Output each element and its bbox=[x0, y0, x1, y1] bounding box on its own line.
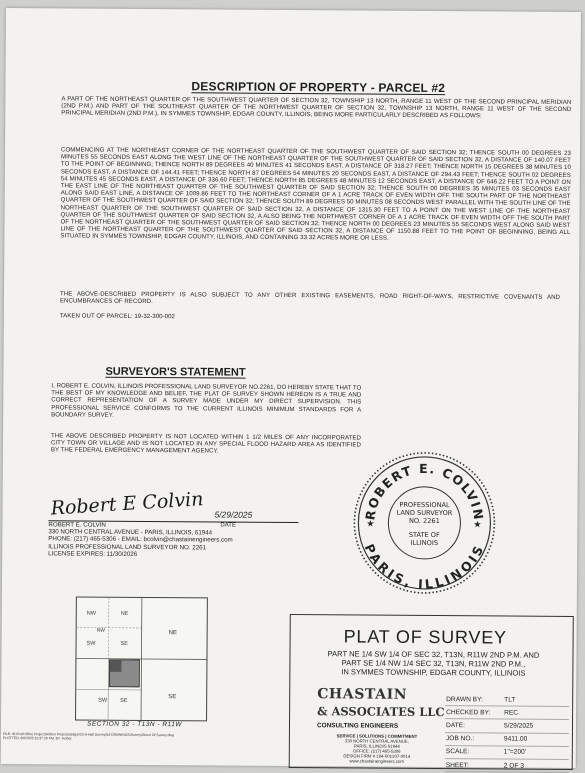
drawing-info-table bbox=[445, 693, 570, 773]
info-value: TLT bbox=[503, 693, 569, 706]
surveyor-heading: SURVEYOR'S STATEMENT bbox=[105, 366, 245, 379]
table-row bbox=[445, 693, 569, 707]
parcel-highlight bbox=[109, 660, 121, 672]
info-label: CHECKED BY: bbox=[445, 706, 503, 720]
file-plot-note: FILE: W:\Feld Office Projects\Other Projects\Edgar\25-0-Hall Survey\04-DRAWINGS\Survey\Sheet Of Survey.dwg PLOTTED: 6/6/2025 10:37:26 PM, BY: Author bbox=[3, 732, 203, 742]
seal-center-line: ILLINOIS bbox=[410, 539, 438, 547]
easement-note: THE ABOVE-DESCRIBED PROPERTY IS ALSO SUBJECT TO ANY OTHER EXISTING EASEMENTS, ROAD RIGHT-OF-WAYS, RESTRICTIVE COVENANTS AND ENCUMBRANCES OF RECORD. bbox=[60, 290, 560, 308]
description-intro: A PART OF THE NORTHEAST QUARTER OF THE SOUTHWEST QUARTER OF SECTION 32, TOWNSHIP 13 NORTH, RANGE 11 WEST OF THE SECOND PRINCIPAL MERIDIAN (2ND P.M.) AND PART OF THE SOUTHEAST QUARTER OF THE NORTHWEST QUARTER OF SECTION 32, TOWNSHIP 13 NORTH, RANGE 11 WEST OF THE SECOND PRINCIPAL MERIDIAN (2ND P.M.), IN SYMMES TOWNSHIP, EDGAR COUNTY, ILLINOIS, BEING MORE PARTICULARLY DESCRIBED AS FOLLOWS: bbox=[61, 95, 571, 120]
map-label: SE bbox=[120, 698, 128, 704]
contact-line: LICENSE EXPIRES: 11/30/2026 bbox=[48, 550, 308, 559]
info-label: SHEET: bbox=[445, 759, 503, 773]
table-row bbox=[445, 706, 569, 720]
map-label: SW bbox=[87, 641, 97, 647]
contact-line: PHONE: (217) 465-5306 - EMAIL: bcolvin@chastainengineers.com bbox=[48, 536, 308, 545]
firm-name: CHASTAIN bbox=[317, 686, 407, 703]
seal-bottom-text: PARIS, ILLINOIS bbox=[361, 542, 486, 593]
surveyor-contact bbox=[48, 521, 308, 559]
contact-line: ILLINOIS PROFESSIONAL LAND SURVEYOR NO. 2261 bbox=[48, 543, 308, 552]
star-icon: ★ bbox=[366, 519, 374, 529]
parcel-note: TAKEN OUT OF PARCEL: 19-32-300-002 bbox=[60, 312, 360, 321]
firm-tagline: CONSULTING ENGINEERS bbox=[317, 722, 398, 730]
info-value: 9411.00 bbox=[503, 733, 569, 747]
info-value: 1"=200' bbox=[503, 746, 569, 760]
seal-center-line: PROFESSIONAL bbox=[399, 501, 450, 509]
table-row bbox=[445, 719, 569, 733]
seal-center-line: NO. 2261 bbox=[409, 517, 440, 525]
firm-line: DESIGN FIRM # 184-001307-0014 www.chastainengineers.com bbox=[317, 753, 437, 764]
table-row bbox=[445, 732, 569, 746]
surveyor-seal bbox=[352, 450, 497, 595]
info-label: DATE: bbox=[445, 719, 503, 733]
info-label: JOB NO.: bbox=[445, 732, 503, 746]
table-row bbox=[445, 759, 569, 773]
subtitle-line: PART SE 1/4 NW 1/4 SEC 32, T13N, R11W 2ND P.M., bbox=[293, 658, 573, 669]
signature-image: Robert E Colvin bbox=[50, 488, 204, 520]
signature-date: 5/29/2025 bbox=[214, 509, 252, 519]
map-label: SE bbox=[121, 641, 129, 647]
table-row bbox=[445, 745, 569, 759]
map-label: SE bbox=[168, 694, 176, 700]
firm-line: OFFICE: (217) 465-5306 bbox=[317, 748, 437, 754]
firm-name-suffix: & ASSOCIATES LLC bbox=[317, 704, 445, 719]
info-value: 5/29/2025 bbox=[503, 719, 569, 733]
info-label: SCALE: bbox=[445, 745, 503, 759]
subtitle-line: PART NE 1/4 SW 1/4 OF SEC 32, T13N, R11W 2ND P.M. AND bbox=[293, 649, 573, 660]
info-value: 2 OF 3 bbox=[503, 759, 569, 773]
document-sheet bbox=[1, 8, 581, 768]
vicinity-map bbox=[75, 597, 208, 722]
plat-title: PLAT OF SURVEY bbox=[344, 626, 507, 648]
plat-subtitle bbox=[293, 649, 573, 678]
info-label: DRAWN BY: bbox=[445, 693, 503, 706]
flood-statement: THE ABOVE DESCRIBED PROPERTY IS NOT LOCATED WITHIN 1 1/2 MILES OF ANY INCORPORATED CITY TOWN OR VILLAGE AND IS NOT LOCATED IN ANY SPECIAL FLOOD HAZARD AREA AS IDENTIFIED BY THE FEDERAL EMERGENCY MANAGEMENT AGENCY. bbox=[51, 432, 361, 456]
contact-line: ROBERT E. COLVIN bbox=[48, 521, 308, 530]
seal-center-line: LAND SURVEYOR bbox=[397, 509, 453, 517]
seal-top-text: ROBERT E. COLVIN bbox=[362, 460, 487, 521]
description-metes-bounds: COMMENCING AT THE NORTHEAST CORNER OF THE NORTHEAST QUARTER OF THE SOUTHWEST QUARTER OF SAID SECTION 32; THENCE SOUTH 00 DEGREES 23 MINUTES 55 SECONDS EAST ALONG THE WEST LINE OF THE NORTHEAST QUARTER OF THE SOUTHWEST QUARTER OF SAID SECTION 32, A DISTANCE OF 140.07 FEET TO THE POINT OF BEGINNING; THENCE NORTH 89 DEGREES 40 MINUTES 41 SECONDS EAST, A DISTANCE OF 318.27 FEET; THENCE NORTH 15 DEGREES 38 MINUTES 10 SECONDS EAST, A DISTANCE OF 144.41 FEET; THENCE NORTH 87 DEGREES 54 MINUTES 20 SECONDS EAST, A DISTANCE OF 294.43 FEET; THENCE SOUTH 02 DEGREES 54 MINUTES 45 SECONDS EAST, A DISTANCE OF 336.60 FEET; THENCE NORTH 85 DEGREES 48 MINUTES 12 SECONDS EAST, A DISTANCE OF 646.22 FEET TO A POINT ON THE EAST LINE OF THE NORTHEAST QUARTER OF THE SOUTHWEST QUARTER OF SAID SECTION 32; THENCE SOUTH 00 DEGREES 35 MINUTES 03 SECONDS EAST ALONG SAID EAST LINE, A DISTANCE OF 1009.86 FEET TO THE NORTHEAST CORNER OF A 1 ACRE TRACK OF EVEN WIDTH OFF THE SOUTH PART OF THE NORTHEAST QUARTER OF THE SOUTHWEST QUARTER OF SAID SECTION 32; THENCE SOUTH 89 DEGREES 50 MINUTES 08 SECONDS WEST PARALLEL WITH THE SOUTH LINE OF THE NORTHEAST QUARTER OF THE SOUTHWEST QUARTER OF SAID SECTION 32, A DISTANCE OF 1315.30 FEET TO A POINT ON THE WEST LINE OF THE NORTHEAST QUARTER OF THE SOUTHWEST QUARTER OF SAID SECTION 32, A ALSO BEING THE NORTHWEST CORNER OF A 1 ACRE TRACK OF EVEN WIDTH OFF THE SOUTH PART OF THE NORTHEAST QUARTER OF THE SOUTHWEST QUARTER OF SAID SECTION 32; THENCE NORTH 00 DEGREES 23 MINUTES 55 SECONDS WEST ALONG SAID WEST LINE OF THE NORTHEAST QUARTER OF THE SOUTHWEST QUARTER OF SAID SECTION 32, A DISTANCE OF 1150.88 FEET TO THE POINT OF BEGINNING, BEING ALL SITUATED IN SYMMES TOWNSHIP, EDGAR COUNTY, ILLINOIS, AND CONTAINING 33.32 ACRES MORE OR LESS. bbox=[60, 146, 571, 243]
document-title: DESCRIPTION OF PROPERTY - PARCEL #2 bbox=[191, 79, 445, 95]
firm-address bbox=[317, 733, 437, 764]
subtitle-line: IN SYMMES TOWNSHIP, EDGAR COUNTY, ILLINOIS bbox=[293, 667, 573, 678]
map-label: NE bbox=[169, 630, 177, 636]
map-label: NW bbox=[97, 628, 106, 634]
surveyor-statement: I, ROBERT E. COLVIN, ILLINOIS PROFESSIONAL LAND SURVEYOR NO.2261, DO HEREBY STATE THAT TO THE BEST OF MY KNOWLEDGE AND BELIEF, THE PLAT OF SURVEY SHOWN HEREON IS A TRUE AND CORRECT REPRESENTATION OF A SURVEY MADE UNDER MY DIRECT SUPERVISION. THIS PROFESSIONAL SERVICE CONFORMS TO THE CURRENT ILLINOIS MINIMUM STANDARDS FOR A BOUNDARY SURVEY. bbox=[51, 382, 361, 420]
info-value: REC bbox=[503, 706, 569, 720]
firm-line: PARIS, ILLINOIS 61944 bbox=[317, 743, 437, 749]
firm-line: 330 NORTH CENTRAL AVENUE, bbox=[317, 738, 437, 744]
map-label: NW bbox=[87, 611, 97, 617]
seal-center-line: STATE OF bbox=[409, 531, 440, 539]
firm-line: SERVICE | SOLUTIONS | COMMITMENT bbox=[317, 733, 437, 739]
star-icon: ★ bbox=[473, 519, 481, 529]
section-label: SECTION 32 - T13N - R11W bbox=[87, 721, 182, 729]
map-label: NE bbox=[121, 611, 129, 617]
date-label: DATE bbox=[220, 523, 236, 529]
contact-line: 330 NORTH CENTRAL AVENUE - PARIS, ILLINOIS, 61944 bbox=[48, 529, 308, 538]
map-label: SW bbox=[98, 698, 108, 704]
